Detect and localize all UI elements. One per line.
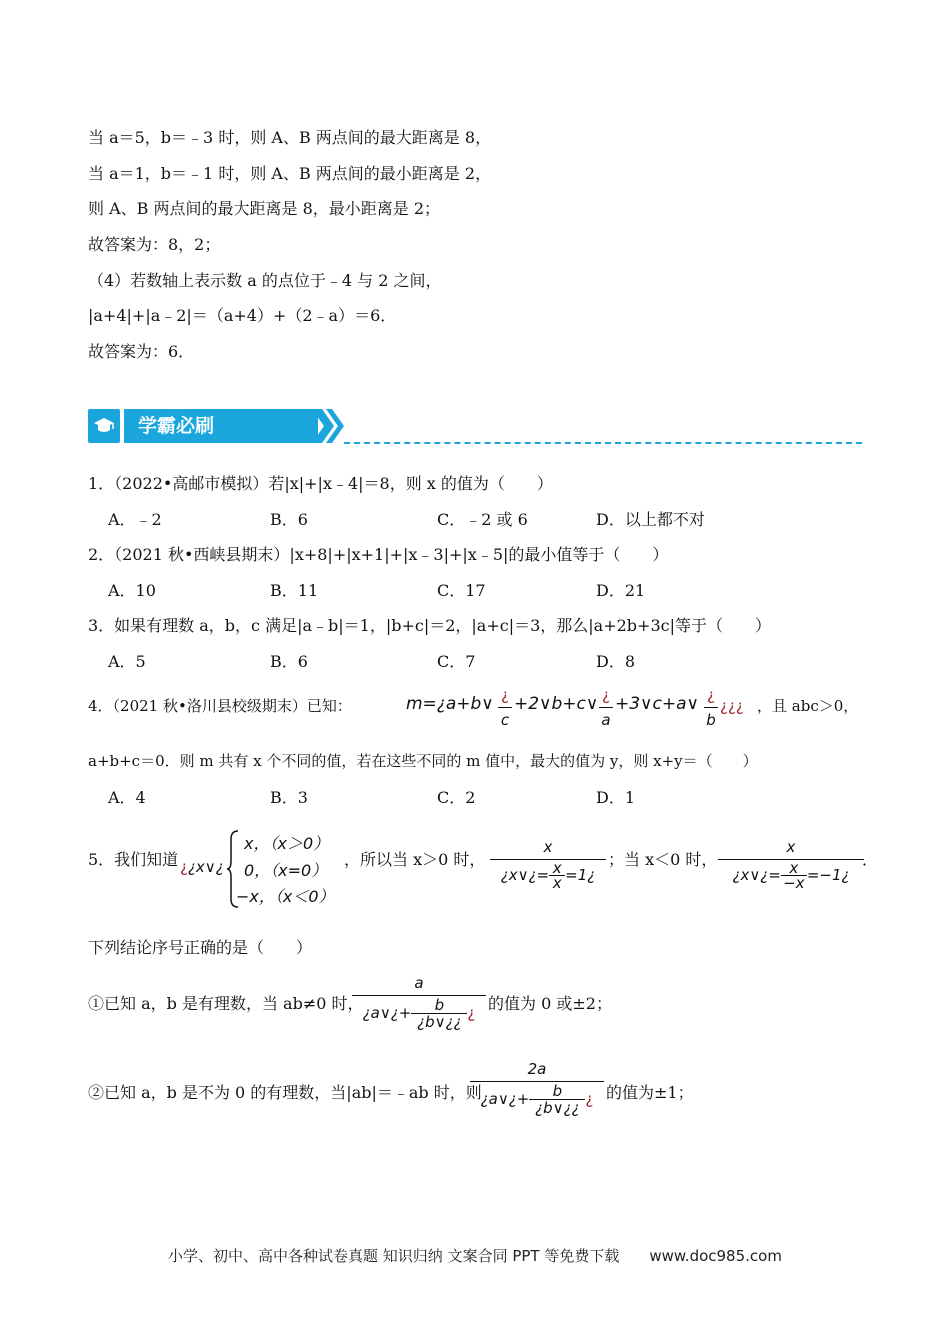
question-1-option-b[interactable]: B．6 — [270, 510, 308, 529]
solution-line-3: 则 A、B 两点间的最大距离是 8，最小距离是 2； — [88, 199, 441, 218]
question-3-option-b[interactable]: B．6 — [270, 652, 308, 671]
question-4-frac-2: ¿ a — [599, 684, 613, 731]
question-5-prefix: 5．我们知道 — [88, 850, 179, 869]
question-4-option-b[interactable]: B．3 — [270, 788, 308, 807]
question-4-stem-line2: a+b+c＝0．则 m 共有 x 个不同的值，若在这些不同的 m 值中，最大的值为 y，则 x+y＝（ ） — [88, 752, 758, 770]
graduation-cap-icon — [88, 409, 120, 443]
footer-text: 小学、初中、高中各种试卷真题 知识归纳 文案合同 PPT 等免费下载 — [168, 1247, 620, 1265]
section-banner — [88, 409, 862, 445]
question-4-math-a: m=¿a+b∨ — [406, 694, 494, 714]
question-2-option-b[interactable]: B．11 — [270, 581, 319, 600]
question-4-frac-1: ¿ c — [498, 684, 512, 731]
case-zero: 0，（x=0） — [244, 861, 328, 880]
question-5-mid-text-2: ；当 x＜0 时， — [608, 850, 718, 869]
statement-2-fraction: 2a ¿a∨¿+ $\frac{b}{¿b\vee¿¿}$ ¿ — [470, 1058, 604, 1116]
statement-1-prefix: ①已知 a，b 是有理数，当 ab≠0 时， — [88, 994, 364, 1013]
question-1-option-a[interactable]: A．﹣2 — [108, 510, 162, 529]
question-5-abs-lhs: ¿¿x∨¿ — [180, 858, 224, 876]
question-4-prefix: 4．（2021 秋•洛川县校级期末）已知： — [88, 697, 352, 715]
question-5-prompt: 下列结论序号正确的是（ ） — [88, 938, 313, 957]
question-2-option-d[interactable]: D．21 — [596, 581, 646, 600]
question-1-option-c[interactable]: C．﹣2 或 6 — [437, 510, 528, 529]
statement-1-fraction: a ¿a∨¿+ $\frac{b}{¿b\vee¿¿}$ ¿ — [352, 972, 486, 1030]
solution-line-7: 故答案为：6． — [88, 342, 195, 361]
solution-line-1: 当 a＝5，b＝﹣3 时，则 A、B 两点间的最大距离是 8， — [88, 128, 492, 147]
case-negative: −x，（x＜0） — [236, 887, 335, 906]
question-5-end: ． — [862, 850, 879, 869]
question-4-math-c: +3∨c+a∨ — [615, 694, 699, 714]
question-3-option-d[interactable]: D．8 — [596, 652, 636, 671]
question-3-option-a[interactable]: A．5 — [108, 652, 146, 671]
question-3-option-c[interactable]: C．7 — [437, 652, 476, 671]
question-1-option-d[interactable]: D．以上都不对 — [596, 510, 705, 529]
question-5-fraction-1: x ¿x∨¿= $\frac{x}{x}$ =1¿ — [490, 836, 606, 890]
question-4-option-d[interactable]: D．1 — [596, 788, 636, 807]
statement-1-suffix: 的值为 0 或±2； — [488, 994, 612, 1013]
solution-line-2: 当 a＝1，b＝﹣1 时，则 A、B 两点间的最小距离是 2， — [88, 164, 492, 183]
statement-2-suffix: 的值为±1； — [606, 1083, 694, 1102]
question-4-math-b: +2∨b+c∨ — [514, 694, 599, 714]
footer-site-link[interactable]: www.doc985.com — [649, 1247, 782, 1265]
solution-line-6: |a+4|+|a﹣2|＝（a+4）+（2﹣a）＝6． — [88, 306, 397, 325]
section-title: 学霸必刷 — [124, 409, 318, 443]
question-4-math-d: ¿¿¿ — [720, 697, 744, 715]
solution-line-5: （4）若数轴上表示数 a 的点位于﹣4 与 2 之间， — [88, 271, 442, 290]
question-4-frac-3: ¿ b — [704, 684, 718, 731]
page-footer — [0, 1245, 950, 1266]
chevron-right-icon — [312, 409, 346, 443]
question-4-option-a[interactable]: A．4 — [108, 788, 146, 807]
question-3-stem: 3．如果有理数 a，b，c 满足|a﹣b|＝1，|b+c|＝2，|a+c|＝3，那么|a+2b+3c|等于（ ） — [88, 616, 771, 635]
question-2-option-a[interactable]: A．10 — [108, 581, 156, 600]
solution-line-4: 故答案为：8，2； — [88, 235, 221, 254]
question-1-stem: 1．（2022•高邮市模拟）若|x|+|x﹣4|＝8，则 x 的值为（ ） — [88, 474, 553, 493]
question-5-mid-text: ，所以当 x＞0 时， — [344, 850, 486, 869]
statement-2-prefix: ②已知 a，b 是不为 0 的有理数，当|ab|＝﹣ab 时，则 — [88, 1083, 482, 1102]
question-4-suffix: ，且 abc＞0， — [757, 697, 859, 715]
question-2-stem: 2．（2021 秋•西峡县期末）|x+8|+|x+1|+|x﹣3|+|x﹣5|的最小值等于（ ） — [88, 545, 669, 564]
question-4-option-c[interactable]: C．2 — [437, 788, 476, 807]
case-positive: x，（x＞0） — [244, 834, 330, 853]
section-divider — [344, 442, 862, 444]
question-2-option-c[interactable]: C．17 — [437, 581, 486, 600]
question-5-fraction-2: x ¿x∨¿= $\frac{x}{-x}$ =−1¿ — [718, 836, 864, 890]
